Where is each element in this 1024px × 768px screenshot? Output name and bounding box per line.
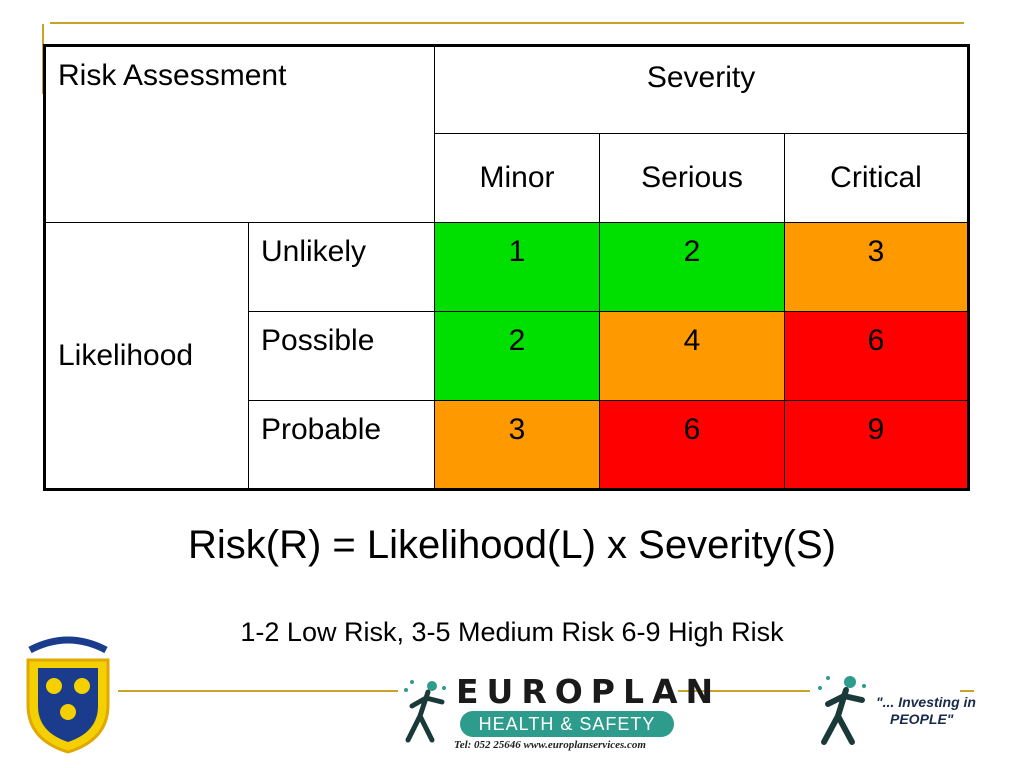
likelihood-unlikely: Unlikely (249, 223, 435, 312)
severity-minor: Minor (435, 134, 600, 223)
runner-figure-icon (810, 672, 874, 750)
top-divider (50, 22, 964, 24)
risk-cell: 2 (600, 223, 785, 312)
brand-tagline: HEALTH & SAFETY (460, 711, 674, 737)
risk-cell: 6 (600, 401, 785, 490)
risk-cell: 2 (435, 312, 600, 401)
footer-divider (960, 690, 974, 692)
risk-matrix-table (43, 44, 970, 491)
slogan-line: PEOPLE" (890, 711, 954, 727)
corner-label: Risk Assessment (45, 46, 435, 223)
crest-logo-icon (20, 630, 116, 754)
contact-info: Tel: 052 25646 www.europlanservices.com (454, 739, 646, 751)
brand-name: EUROPLAN (456, 672, 722, 711)
europlan-logo (398, 672, 722, 752)
risk-cell: 3 (435, 401, 600, 490)
risk-cell: 6 (785, 312, 969, 401)
risk-legend: 1-2 Low Risk, 3-5 Medium Risk 6-9 High Risk (240, 617, 784, 647)
risk-cell: 3 (785, 223, 969, 312)
likelihood-possible: Possible (249, 312, 435, 401)
footer-divider (118, 690, 398, 692)
slogan (876, 694, 986, 728)
risk-cell: 4 (600, 312, 785, 401)
risk-cell: 9 (785, 401, 969, 490)
severity-critical: Critical (785, 134, 969, 223)
severity-header: Severity (435, 46, 969, 134)
slogan-line: "... Investing in (876, 694, 976, 710)
likelihood-header: Likelihood (45, 223, 249, 490)
risk-cell: 1 (435, 223, 600, 312)
risk-formula: Risk(R) = Likelihood(L) x Severity(S) (188, 523, 836, 567)
likelihood-probable: Probable (249, 401, 435, 490)
runner-figure-icon (398, 678, 452, 748)
severity-serious: Serious (600, 134, 785, 223)
